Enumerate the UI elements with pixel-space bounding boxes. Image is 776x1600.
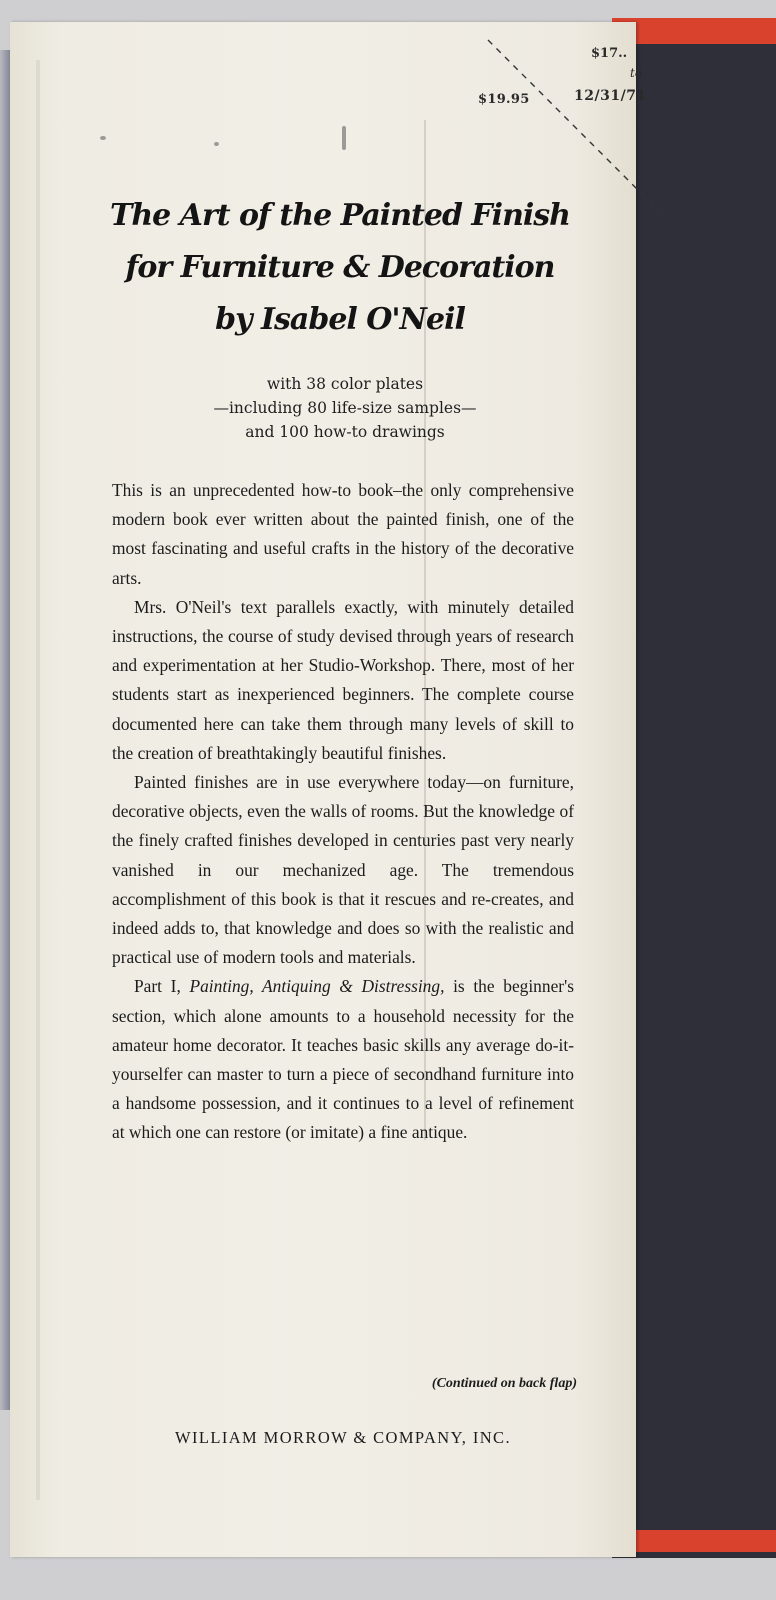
- price-clip-date: 12/31/71: [574, 88, 647, 104]
- flap-description: [112, 476, 574, 1148]
- flap-fold-shadow: [36, 60, 40, 1500]
- publisher-name: WILLIAM MORROW & COMPANY, INC.: [175, 1428, 511, 1447]
- subtitle-line-2: —including 80 life-size samples—: [213, 399, 477, 417]
- ink-smudge: [342, 126, 346, 150]
- paragraph-3: Painted finishes are in use everywhere today—on furniture, decorative objects, even the walls of rooms. But the knowledge of the finely crafted finishes developed in centuries past very nearly vanished in our mechanized age. The tremendous accomplishment of this book is that it rescues and re-creates, and indeed adds to, that knowledge and does so with the realistic and practical use of modern tools and materials.: [112, 772, 574, 968]
- subtitle-line-1: with 38 color plates: [266, 375, 424, 393]
- price-clip-to: to: [630, 66, 643, 80]
- paragraph-4-section-title: Painting, Antiquing & Distressing,: [189, 976, 445, 997]
- continued-note: (Continued on back flap): [431, 1376, 577, 1391]
- book-subtitle: [130, 372, 560, 444]
- title-author: by Isabel O'Neil: [215, 302, 465, 337]
- title-line-1: The Art of the Painted Finish: [110, 198, 570, 233]
- ink-smudge: [214, 142, 219, 146]
- paragraph-1: This is an unprecedented how-to book–the only comprehensive modern book ever written about the painted finish, one of the most fascinating and useful crafts in the history of the decorative arts.: [112, 480, 574, 588]
- paragraph-4-lead: Part I,: [134, 976, 190, 997]
- price-clip-amount: $17.․: [591, 46, 628, 61]
- ink-smudge: [100, 136, 106, 140]
- paragraph-4: [112, 972, 574, 1147]
- subtitle-line-3: and 100 how-to drawings: [245, 423, 445, 441]
- title-line-2: for Furniture & Decoration: [125, 250, 555, 285]
- board-red-bottom-edge: [612, 1530, 776, 1552]
- price-label: $19.95: [478, 92, 530, 107]
- paragraph-4-rest: is the beginner's section, which alone amounts to a household necessity for the amateur home decorator. It teaches basic skills any average do-it-yourselfer can master to turn a piece of secondhand furniture into a handsome possession, and it continues to a level of refinement at which one can restore (or imitate) a fine antique.: [112, 976, 574, 1143]
- book-title: [70, 190, 610, 346]
- paragraph-2: Mrs. O'Neil's text parallels exactly, with minutely detailed instructions, the course of study devised through years of research and experimentation at her Studio-Workshop. There, most of her students start as inexperienced beginners. The complete course documented here can take them through many levels of skill to the creation of breathtakingly beautiful finishes.: [112, 596, 574, 763]
